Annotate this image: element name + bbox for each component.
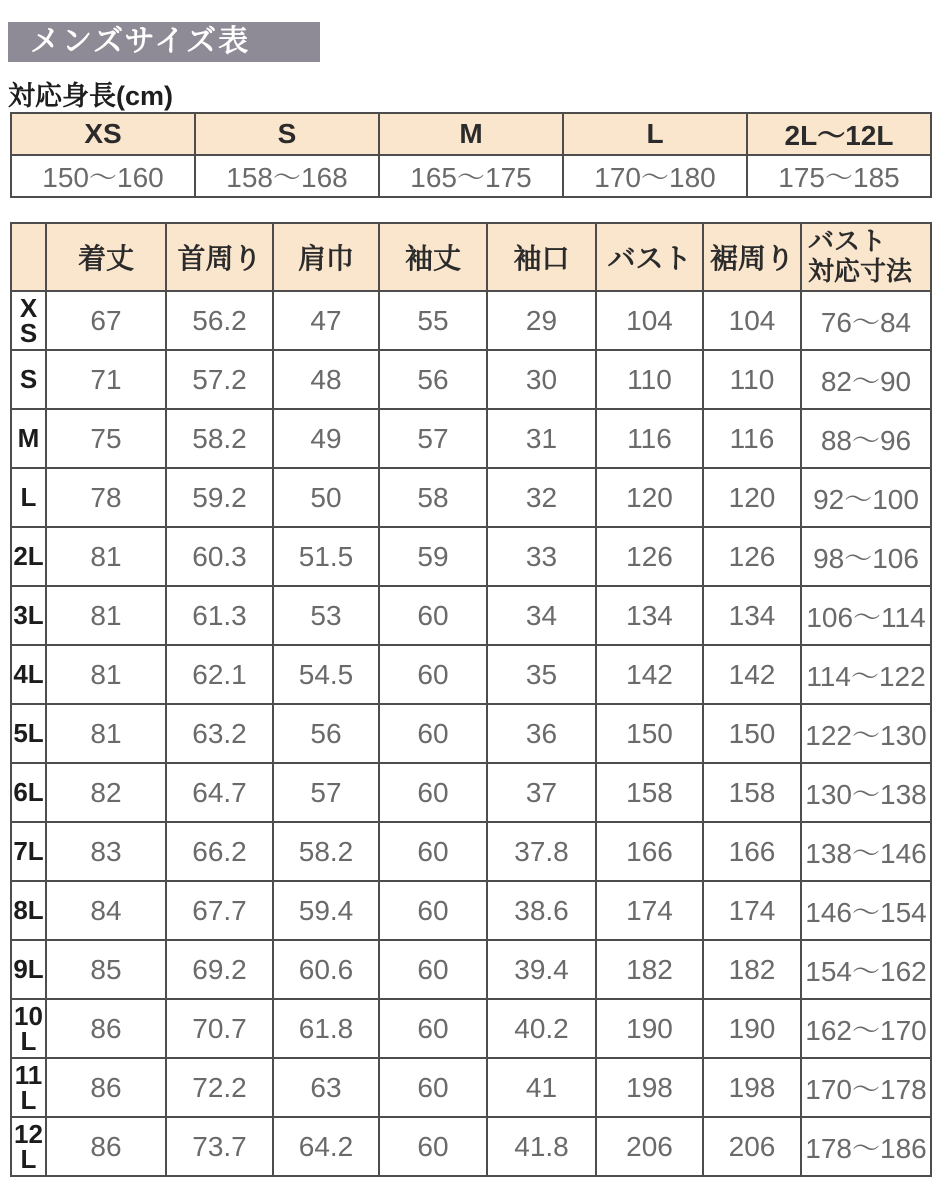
- size-value-cell: 37.8: [487, 822, 596, 881]
- size-value-cell: 60: [379, 999, 487, 1058]
- height-value-2l-12l: 175～185: [747, 155, 931, 197]
- size-value-cell: 51.5: [273, 527, 379, 586]
- size-value-cell: 134: [596, 586, 703, 645]
- height-col-l: L: [563, 113, 747, 155]
- size-value-cell: 60: [379, 940, 487, 999]
- size-value-cell: 38.6: [487, 881, 596, 940]
- size-value-cell: 60: [379, 586, 487, 645]
- size-value-cell: 116: [703, 409, 801, 468]
- size-value-cell: 29: [487, 291, 596, 350]
- size-value-cell: 110: [596, 350, 703, 409]
- size-value-cell: 58.2: [273, 822, 379, 881]
- size-value-cell: 48: [273, 350, 379, 409]
- size-table-row: [11, 999, 931, 1058]
- size-value-cell: 106～114: [801, 586, 931, 645]
- size-label: 6L: [11, 763, 46, 822]
- size-value-cell: 174: [703, 881, 801, 940]
- size-label: L: [11, 468, 46, 527]
- size-value-cell: 56: [379, 350, 487, 409]
- size-value-cell: 116: [596, 409, 703, 468]
- size-value-cell: 60: [379, 645, 487, 704]
- size-value-cell: 114～122: [801, 645, 931, 704]
- col-bust: バスト: [596, 223, 703, 291]
- size-value-cell: 54.5: [273, 645, 379, 704]
- size-table: [10, 222, 932, 1177]
- size-value-cell: 150: [703, 704, 801, 763]
- size-value-cell: 85: [46, 940, 166, 999]
- size-value-cell: 182: [703, 940, 801, 999]
- size-table-row: [11, 409, 931, 468]
- size-value-cell: 70.7: [166, 999, 273, 1058]
- height-value-s: 158～168: [195, 155, 379, 197]
- size-value-cell: 130～138: [801, 763, 931, 822]
- size-value-cell: 57: [273, 763, 379, 822]
- size-value-cell: 64.7: [166, 763, 273, 822]
- size-value-cell: 198: [703, 1058, 801, 1117]
- height-col-xs: XS: [11, 113, 195, 155]
- size-value-cell: 59: [379, 527, 487, 586]
- size-value-cell: 81: [46, 704, 166, 763]
- size-value-cell: 62.1: [166, 645, 273, 704]
- size-value-cell: 58.2: [166, 409, 273, 468]
- col-neck: 首周り: [166, 223, 273, 291]
- size-value-cell: 154～162: [801, 940, 931, 999]
- size-value-cell: 170～178: [801, 1058, 931, 1117]
- size-value-cell: 64.2: [273, 1117, 379, 1176]
- size-value-cell: 166: [596, 822, 703, 881]
- size-value-cell: 81: [46, 527, 166, 586]
- page-title-text: メンズサイズ表: [30, 25, 251, 58]
- size-value-cell: 162～170: [801, 999, 931, 1058]
- size-value-cell: 60.3: [166, 527, 273, 586]
- size-label: S: [11, 350, 46, 409]
- size-value-cell: 66.2: [166, 822, 273, 881]
- size-value-cell: 47: [273, 291, 379, 350]
- height-table-value-row: [11, 155, 931, 197]
- size-value-cell: 178～186: [801, 1117, 931, 1176]
- size-value-cell: 63: [273, 1058, 379, 1117]
- size-value-cell: 98～106: [801, 527, 931, 586]
- size-label: 3L: [11, 586, 46, 645]
- size-value-cell: 31: [487, 409, 596, 468]
- size-value-cell: 86: [46, 1058, 166, 1117]
- size-value-cell: 36: [487, 704, 596, 763]
- size-value-cell: 50: [273, 468, 379, 527]
- size-value-cell: 86: [46, 1117, 166, 1176]
- size-value-cell: 67: [46, 291, 166, 350]
- col-hem: 裾周り: [703, 223, 801, 291]
- size-value-cell: 206: [703, 1117, 801, 1176]
- size-value-cell: 81: [46, 645, 166, 704]
- size-label: XS: [11, 291, 46, 350]
- size-value-cell: 39.4: [487, 940, 596, 999]
- size-value-cell: 82～90: [801, 350, 931, 409]
- size-value-cell: 37: [487, 763, 596, 822]
- size-value-cell: 60: [379, 1058, 487, 1117]
- size-value-cell: 81: [46, 586, 166, 645]
- size-value-cell: 41.8: [487, 1117, 596, 1176]
- height-value-xs: 150～160: [11, 155, 195, 197]
- size-value-cell: 61.8: [273, 999, 379, 1058]
- size-table-row: [11, 645, 931, 704]
- size-table-row: [11, 881, 931, 940]
- size-table-row: [11, 940, 931, 999]
- size-value-cell: 150: [596, 704, 703, 763]
- size-value-cell: 49: [273, 409, 379, 468]
- size-value-cell: 122～130: [801, 704, 931, 763]
- size-value-cell: 60: [379, 822, 487, 881]
- col-bust-fit-range: [801, 223, 931, 291]
- size-label: 7L: [11, 822, 46, 881]
- height-section-label: 対応身長(cm): [8, 81, 174, 111]
- size-table-row: [11, 822, 931, 881]
- size-value-cell: 126: [596, 527, 703, 586]
- size-value-cell: 120: [703, 468, 801, 527]
- size-value-cell: 33: [487, 527, 596, 586]
- size-value-cell: 56: [273, 704, 379, 763]
- size-table-row: [11, 1058, 931, 1117]
- size-value-cell: 59.4: [273, 881, 379, 940]
- size-table-header-row: [11, 223, 931, 291]
- corner-cell: [11, 223, 46, 291]
- size-value-cell: 82: [46, 763, 166, 822]
- size-value-cell: 206: [596, 1117, 703, 1176]
- size-label: 4L: [11, 645, 46, 704]
- size-value-cell: 71: [46, 350, 166, 409]
- size-table-row: [11, 586, 931, 645]
- height-col-2l-12l: 2L～12L: [747, 113, 931, 155]
- size-value-cell: 61.3: [166, 586, 273, 645]
- size-value-cell: 138～146: [801, 822, 931, 881]
- size-value-cell: 35: [487, 645, 596, 704]
- size-table-row: [11, 291, 931, 350]
- size-value-cell: 104: [596, 291, 703, 350]
- size-label: 2L: [11, 527, 46, 586]
- size-value-cell: 86: [46, 999, 166, 1058]
- size-value-cell: 190: [596, 999, 703, 1058]
- col-cuff: 袖口: [487, 223, 596, 291]
- size-value-cell: 83: [46, 822, 166, 881]
- size-value-cell: 84: [46, 881, 166, 940]
- size-value-cell: 126: [703, 527, 801, 586]
- col-bust-fit-line1: バスト: [808, 226, 887, 257]
- height-table-header-row: [11, 113, 931, 155]
- size-value-cell: 110: [703, 350, 801, 409]
- size-value-cell: 88～96: [801, 409, 931, 468]
- size-label: 12L: [11, 1117, 46, 1176]
- size-value-cell: 166: [703, 822, 801, 881]
- size-label: 5L: [11, 704, 46, 763]
- size-value-cell: 58: [379, 468, 487, 527]
- size-table-row: [11, 350, 931, 409]
- size-value-cell: 158: [596, 763, 703, 822]
- height-table: [10, 112, 932, 198]
- height-value-l: 170～180: [563, 155, 747, 197]
- size-label: M: [11, 409, 46, 468]
- size-label: 9L: [11, 940, 46, 999]
- size-value-cell: 59.2: [166, 468, 273, 527]
- size-value-cell: 75: [46, 409, 166, 468]
- col-sleeve-length: 袖丈: [379, 223, 487, 291]
- size-label: 10L: [11, 999, 46, 1058]
- size-value-cell: 72.2: [166, 1058, 273, 1117]
- size-value-cell: 198: [596, 1058, 703, 1117]
- size-value-cell: 174: [596, 881, 703, 940]
- size-value-cell: 134: [703, 586, 801, 645]
- size-value-cell: 56.2: [166, 291, 273, 350]
- size-value-cell: 142: [596, 645, 703, 704]
- size-value-cell: 40.2: [487, 999, 596, 1058]
- size-table-row: [11, 1117, 931, 1176]
- size-table-body: [11, 291, 931, 1176]
- height-col-m: M: [379, 113, 563, 155]
- size-table-row: [11, 763, 931, 822]
- size-value-cell: 73.7: [166, 1117, 273, 1176]
- size-value-cell: 182: [596, 940, 703, 999]
- size-label: 11L: [11, 1058, 46, 1117]
- size-value-cell: 67.7: [166, 881, 273, 940]
- size-value-cell: 57.2: [166, 350, 273, 409]
- col-shoulder: 肩巾: [273, 223, 379, 291]
- col-body-length: 着丈: [46, 223, 166, 291]
- col-bust-fit-line2: 対応寸法: [808, 256, 913, 286]
- size-value-cell: 60: [379, 881, 487, 940]
- size-value-cell: 60.6: [273, 940, 379, 999]
- page-title: [8, 22, 320, 62]
- size-value-cell: 55: [379, 291, 487, 350]
- size-value-cell: 158: [703, 763, 801, 822]
- size-value-cell: 57: [379, 409, 487, 468]
- size-value-cell: 30: [487, 350, 596, 409]
- size-value-cell: 142: [703, 645, 801, 704]
- size-value-cell: 69.2: [166, 940, 273, 999]
- size-table-row: [11, 527, 931, 586]
- size-value-cell: 41: [487, 1058, 596, 1117]
- size-value-cell: 120: [596, 468, 703, 527]
- size-value-cell: 63.2: [166, 704, 273, 763]
- size-value-cell: 104: [703, 291, 801, 350]
- size-value-cell: 34: [487, 586, 596, 645]
- size-value-cell: 53: [273, 586, 379, 645]
- size-value-cell: 32: [487, 468, 596, 527]
- size-value-cell: 78: [46, 468, 166, 527]
- size-table-row: [11, 468, 931, 527]
- size-value-cell: 60: [379, 704, 487, 763]
- height-col-s: S: [195, 113, 379, 155]
- size-value-cell: 60: [379, 763, 487, 822]
- size-value-cell: 92～100: [801, 468, 931, 527]
- size-value-cell: 190: [703, 999, 801, 1058]
- size-value-cell: 60: [379, 1117, 487, 1176]
- size-value-cell: 146～154: [801, 881, 931, 940]
- size-table-row: [11, 704, 931, 763]
- height-value-m: 165～175: [379, 155, 563, 197]
- size-value-cell: 76～84: [801, 291, 931, 350]
- size-label: 8L: [11, 881, 46, 940]
